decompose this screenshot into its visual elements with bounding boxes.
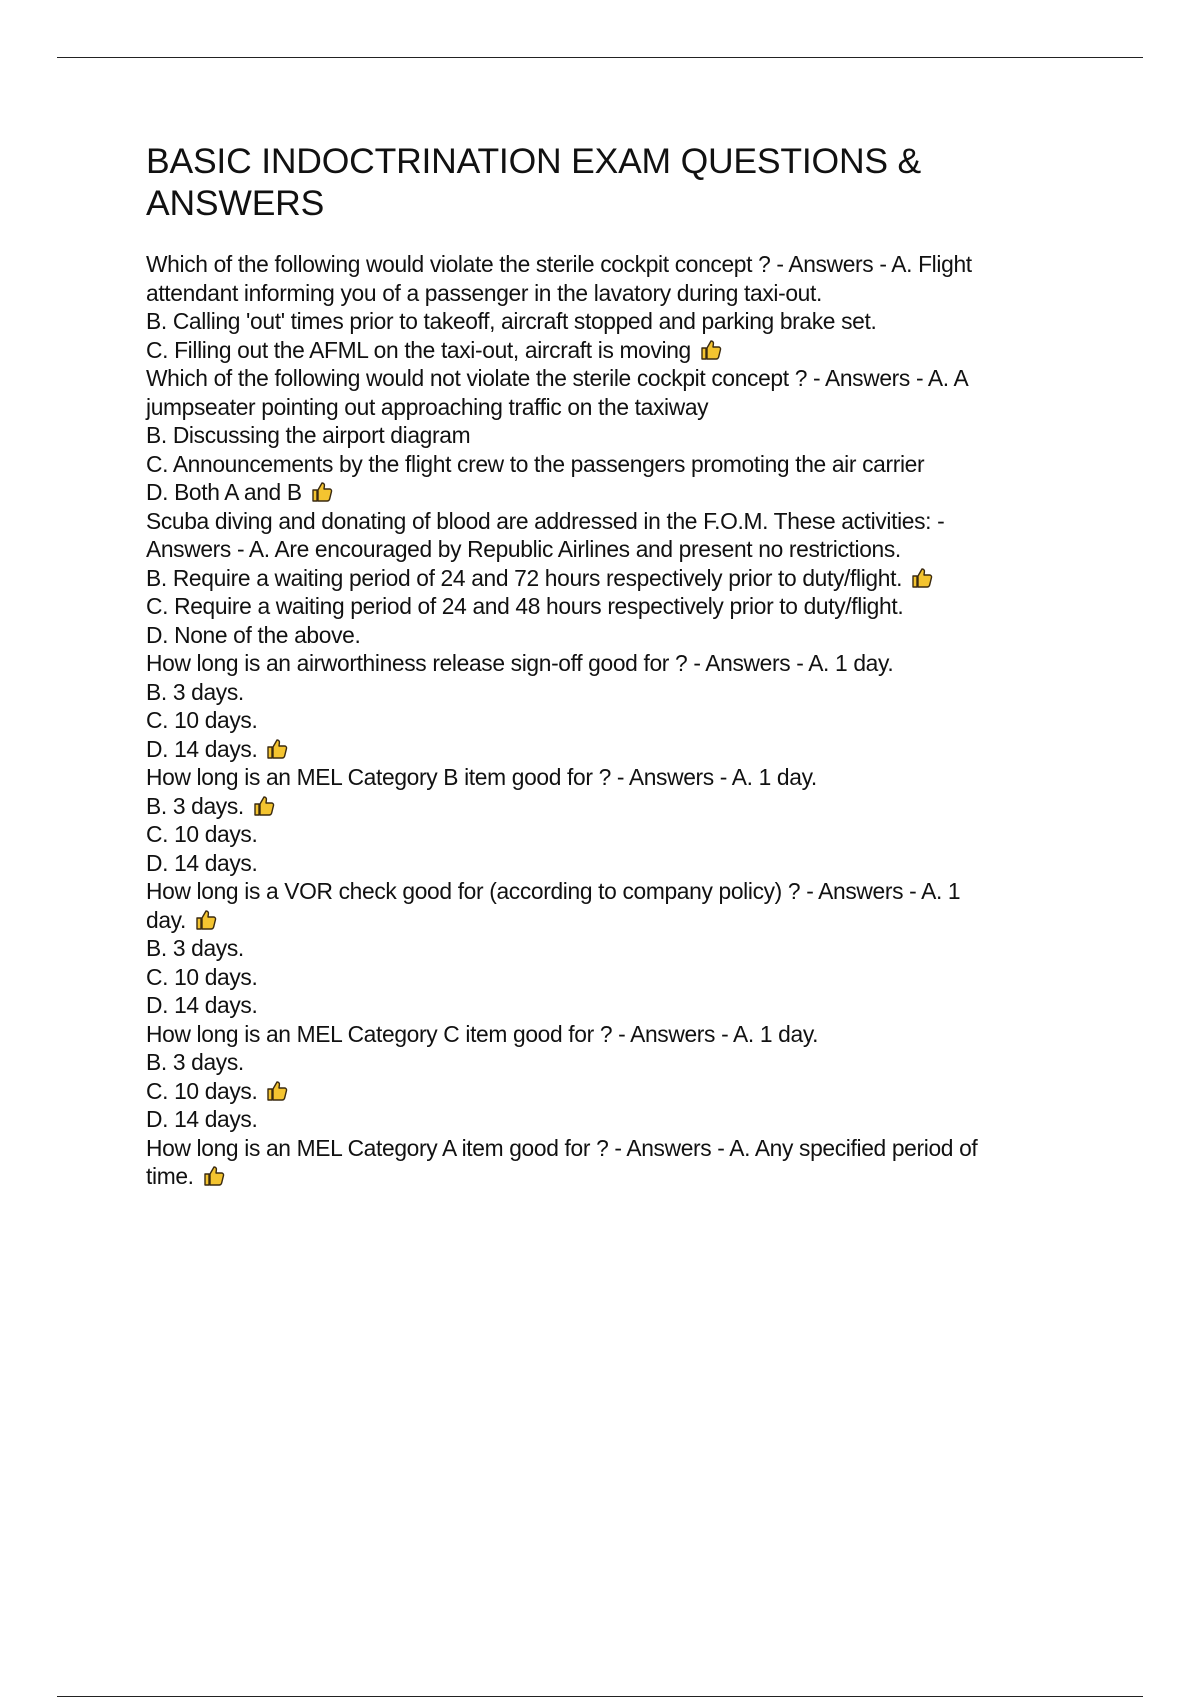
answer-option-text: time. [146, 1163, 194, 1189]
question-line: Scuba diving and donating of blood are addressed in the F.O.M. These activities: - [146, 507, 945, 534]
answer-option: D. 14 days. [146, 992, 258, 1018]
question-line: Which of the following would not violate the sterile cockpit concept ? - Answers - A. A [146, 365, 969, 391]
answer-option-correct [146, 478, 1086, 507]
answer-option: D. 14 days. [146, 1106, 258, 1132]
answer-option-correct [146, 1162, 1086, 1191]
question-1 [146, 250, 1086, 364]
document-body [146, 140, 1086, 1191]
answer-option: C. 10 days. [146, 707, 258, 733]
answer-option-correct [146, 735, 1086, 764]
question-line: How long is a VOR check good for (according to company policy) ? - Answers - A. 1 [146, 878, 961, 904]
answer-option-correct [146, 792, 1086, 821]
thumbs-up-icon [310, 480, 334, 504]
question-4 [146, 649, 1086, 763]
question-3 [146, 507, 1086, 650]
question-2 [146, 364, 1086, 507]
answer-option: B. 3 days. [146, 678, 244, 705]
bottom-rule [57, 1696, 1143, 1697]
question-line: How long is an MEL Category B item good for ? - Answers - A. 1 day. [146, 764, 817, 790]
answer-option: C. Announcements by the flight crew to the passengers promoting the air carrier [146, 450, 925, 477]
question-line: How long is an MEL Category A item good for ? - Answers - A. Any specified period of [146, 1134, 978, 1161]
question-8 [146, 1134, 1086, 1191]
question-6 [146, 877, 1086, 1020]
question-line: Which of the following would violate the sterile cockpit concept ? - Answers - A. Flight [146, 251, 972, 277]
thumbs-up-icon [265, 1079, 289, 1103]
thumbs-up-icon [699, 338, 723, 362]
question-7 [146, 1020, 1086, 1134]
answer-option: B. 3 days. [146, 935, 244, 961]
answer-option: B. Discussing the airport diagram [146, 422, 471, 448]
thumbs-up-icon [202, 1164, 226, 1188]
answer-option-text: B. Require a waiting period of 24 and 72 hours respectively prior to duty/flight. [146, 564, 903, 591]
title-line: ANSWERS [146, 183, 325, 223]
question-line: How long is an MEL Category C item good for ? - Answers - A. 1 day. [146, 1020, 819, 1047]
answer-option: D. 14 days. [146, 849, 258, 876]
answer-option-correct [146, 336, 1086, 365]
answer-option-text: B. 3 days. [146, 792, 244, 819]
thumbs-up-icon [265, 737, 289, 761]
answer-option: B. Calling 'out' times prior to takeoff, aircraft stopped and parking brake set. [146, 308, 877, 334]
question-5 [146, 763, 1086, 877]
document-title [146, 140, 1086, 224]
answer-option-text: D. 14 days. [146, 735, 258, 762]
thumbs-up-icon [252, 794, 276, 818]
answer-option: B. 3 days. [146, 1049, 244, 1075]
question-line: attendant informing you of a passenger in the lavatory during taxi-out. [146, 279, 822, 306]
answer-option: D. None of the above. [146, 621, 361, 648]
thumbs-up-icon [910, 566, 934, 590]
answer-option: C. 10 days. [146, 821, 258, 847]
answer-option-correct [146, 564, 1086, 593]
answer-option-text: C. 10 days. [146, 1077, 258, 1104]
question-line: How long is an airworthiness release sign-off good for ? - Answers - A. 1 day. [146, 650, 894, 676]
answer-option-correct [146, 906, 1086, 935]
answer-option-text: C. Filling out the AFML on the taxi-out, aircraft is moving [146, 336, 691, 363]
answer-option-text: day. [146, 906, 186, 933]
answer-option-text: D. Both A and B [146, 479, 302, 505]
answer-option-correct [146, 1077, 1086, 1106]
question-line: Answers - A. Are encouraged by Republic Airlines and present no restrictions. [146, 536, 901, 562]
top-rule [57, 57, 1143, 58]
question-line: jumpseater pointing out approaching traffic on the taxiway [146, 393, 709, 420]
thumbs-up-icon [194, 908, 218, 932]
answer-option: C. 10 days. [146, 963, 258, 990]
title-line: BASIC INDOCTRINATION EXAM QUESTIONS & [146, 141, 922, 181]
answer-option: C. Require a waiting period of 24 and 48 hours respectively prior to duty/flight. [146, 593, 904, 619]
